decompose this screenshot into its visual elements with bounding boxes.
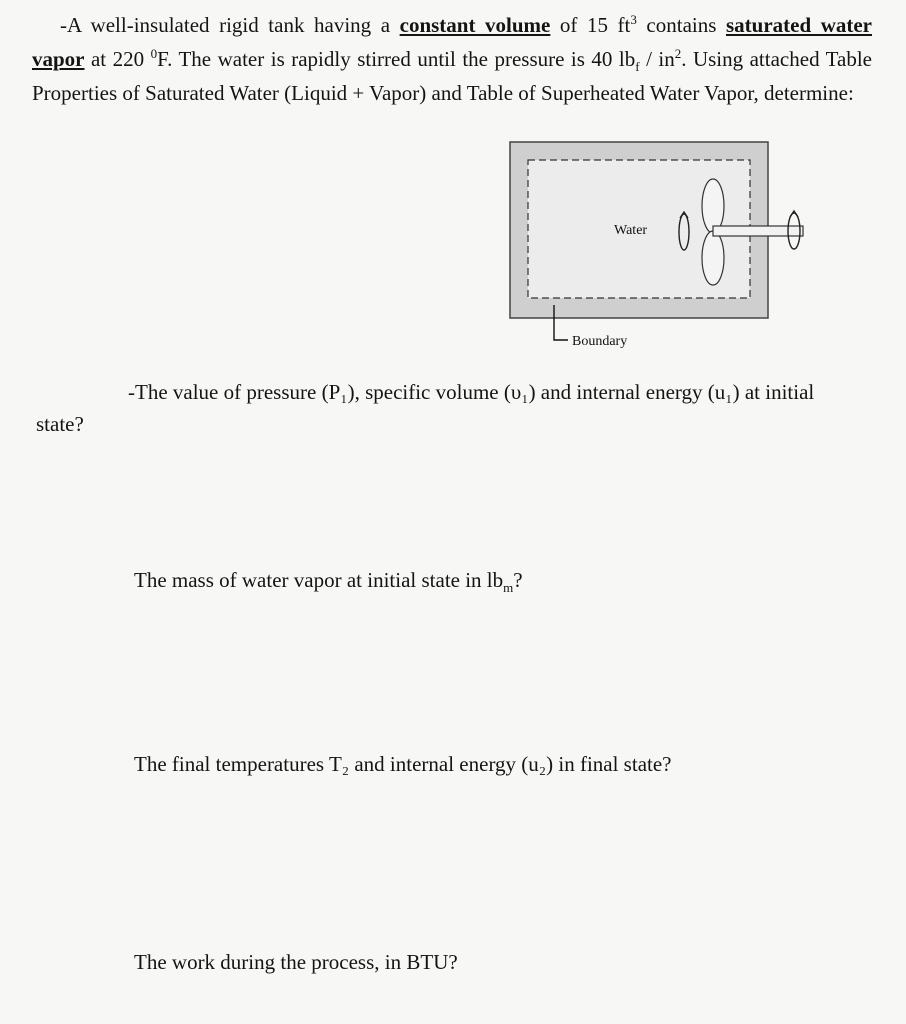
force-subscript: f — [635, 59, 640, 75]
question-mass-end: ? — [513, 568, 523, 592]
saturated-vapor-emphasis: saturated water vapor — [32, 13, 873, 71]
paddle-blade-top — [702, 179, 724, 233]
cubic-exponent: 3 — [630, 12, 637, 27]
problem-per-inch-text: / in — [639, 47, 675, 71]
degree-symbol: 0 — [150, 46, 158, 61]
question-final-state: The final temperatures T₂ and internal energy (u₂) in final state? — [134, 752, 672, 776]
problem-tail-text: . Using attached Table Properties of Saturated Water (Liquid + Vapor) and Table of Superheated Water Vapor, determine: — [32, 47, 873, 105]
problem-contains-text: contains — [636, 13, 726, 37]
problem-lead: -A well-insulated rigid tank having a — [60, 13, 400, 37]
shaft-arrowhead-icon — [790, 211, 798, 217]
question-mass — [134, 564, 523, 596]
problem-volume-text: of 15 ft — [550, 13, 631, 37]
problem-temperature-text: at 220 — [84, 47, 151, 71]
constant-volume-emphasis: constant volume — [399, 13, 551, 37]
square-exponent: 2 — [674, 46, 682, 61]
question-initial-state: -The value of pressure (P₁), specific volume (υ₁) and internal energy (u₁) at initial state? — [36, 380, 815, 436]
paddle-blade-bottom — [702, 231, 724, 285]
boundary-label: Boundary — [572, 334, 628, 349]
question-mass-text: The mass of water vapor at initial state in lb — [134, 568, 504, 592]
tank-diagram — [508, 140, 808, 360]
question-work: The work during the process, in BTU? — [134, 950, 458, 974]
problem-statement — [32, 8, 872, 110]
water-label: Water — [614, 223, 648, 238]
tank-diagram-svg — [508, 140, 808, 360]
problem-stirred-text: F. The water is rapidly stirred until the pressure is 40 lb — [157, 47, 636, 71]
paddle-shaft — [713, 226, 803, 236]
mass-unit-subscript: m — [503, 580, 514, 596]
